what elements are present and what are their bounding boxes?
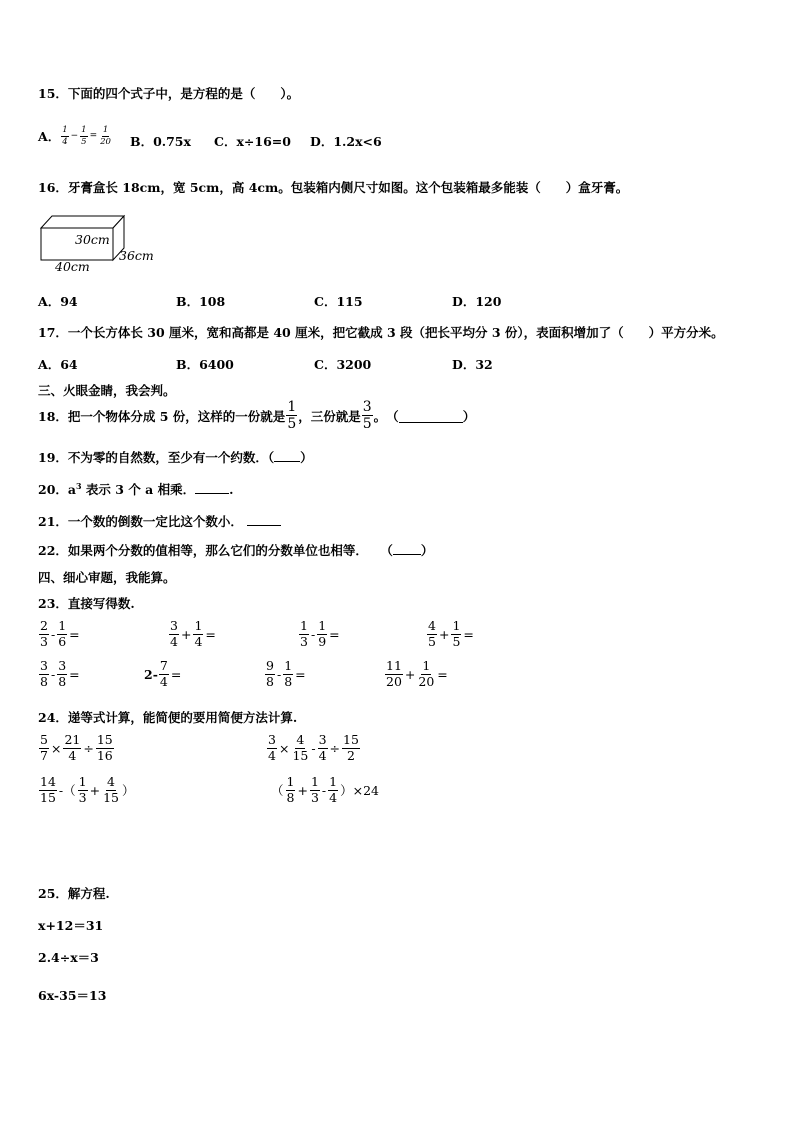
expression: $\frac{4}{5}$ + $\frac{1}{5}$ = xyxy=(428,618,474,649)
question-15-option-a: A． $\frac{1}{4}$ − $\frac{1}{5}$ = $\frac{1}{20}$ xyxy=(38,125,111,147)
expression: $\frac{11}{20}$ + $\frac{1}{20}$ = xyxy=(386,658,448,689)
expression: 2- $\frac{7}{4}$ = xyxy=(144,658,182,689)
expression: $\frac{3}{8}$ - $\frac{3}{8}$ = xyxy=(40,658,80,689)
question-17-option-c: C．3200 xyxy=(314,357,372,372)
question-18: 18．把一个物体分成 5 份，这样的一份就是 $\frac{1}{5}$ ，三份就是 $\frac{3}{5}$ 。 （ ） xyxy=(38,399,476,432)
box-length-label: 40cm xyxy=(55,259,90,274)
expression: （ $\frac{1}{8}$ + $\frac{1}{3}$ - $\frac{1}{4}$ ）×24 xyxy=(271,774,379,805)
expression: $\frac{3}{4}$ × $\frac{4}{15}$ - $\frac{3}{4}$ ÷ $\frac{15}{2}$ xyxy=(268,732,359,763)
answer-blank[interactable] xyxy=(195,481,229,494)
question-19: 19．不为零的自然数，至少有一个约数．（ ） xyxy=(38,450,313,465)
answer-blank[interactable] xyxy=(399,408,463,423)
question-15-text: 15．下面的四个式子中，是方程的是（ ）。 xyxy=(38,86,300,101)
expression: $\frac{1}{3}$ - $\frac{1}{9}$ = xyxy=(300,618,340,649)
answer-blank[interactable] xyxy=(274,449,300,462)
expression: $\frac{2}{3}$ - $\frac{1}{6}$ = xyxy=(40,618,80,649)
question-17-option-b: B．6400 xyxy=(176,357,234,372)
fraction: $\frac{1}{4}$ xyxy=(62,125,68,147)
equation-1: x+12＝31 xyxy=(38,918,104,933)
fraction: $\frac{1}{20}$ xyxy=(100,125,111,147)
question-16-option-d: D．120 xyxy=(452,294,502,309)
box-width-label: 36cm xyxy=(119,248,154,263)
answer-blank[interactable] xyxy=(393,542,421,555)
question-15-option-c: C．x÷16=0 xyxy=(214,134,291,149)
fraction: $\frac{1}{5}$ xyxy=(287,399,297,432)
question-17-option-a: A．64 xyxy=(38,357,78,372)
expression: $\frac{14}{15}$ -（ $\frac{1}{3}$ + $\frac{4}{15}$ ） xyxy=(40,774,135,805)
fraction: $\frac{1}{5}$ xyxy=(81,125,87,147)
section-3-heading: 三、火眼金睛，我会判。 xyxy=(38,383,176,398)
expression: $\frac{5}{7}$ × $\frac{21}{4}$ ÷ $\frac{15}{16}$ xyxy=(40,732,113,763)
fraction: $\frac{3}{5}$ xyxy=(362,399,372,432)
answer-blank[interactable] xyxy=(247,513,281,526)
expression: $\frac{3}{4}$ + $\frac{1}{4}$ = xyxy=(170,618,216,649)
expression: $\frac{9}{8}$ - $\frac{1}{8}$ = xyxy=(266,658,306,689)
question-25-title: 25．解方程. xyxy=(38,886,110,901)
question-16-option-a: A．94 xyxy=(38,294,78,309)
question-16-option-b: B．108 xyxy=(176,294,226,309)
question-21: 21．一个数的倒数一定比这个数小． xyxy=(38,512,281,530)
question-17-text: 17．一个长方体长 30 厘米，宽和高都是 40 厘米，把它截成 3 段（把长平均分 3 份），表面积增加了（ ）平方分米。 xyxy=(38,325,724,340)
section-4-heading: 四、细心审题，我能算。 xyxy=(38,570,176,585)
question-24-title: 24．递等式计算，能简便的要用简便方法计算. xyxy=(38,710,298,725)
equation-2: 2.4÷x＝3 xyxy=(38,950,99,965)
question-23-title: 23．直接写得数. xyxy=(38,596,135,611)
question-15-option-b: B．0.75x xyxy=(130,134,191,149)
box-height-label: 30cm xyxy=(75,232,110,247)
question-17-option-d: D．32 xyxy=(452,357,493,372)
question-15-option-d: D．1.2x<6 xyxy=(310,134,382,149)
question-16-text: 16．牙膏盒长 18cm，宽 5cm，高 4cm。包装箱内侧尺寸如图。这个包装箱最多能装（ ）盒牙膏。 xyxy=(38,180,629,195)
question-22: 22．如果两个分数的值相等，那么它们的分数单位也相等． （ ） xyxy=(38,543,434,558)
question-20: 20．$a^3$ 表示 3 个 a 相乘． . xyxy=(38,480,234,497)
equation-3: 6x-35＝13 xyxy=(38,988,107,1003)
question-16-option-c: C．115 xyxy=(314,294,363,309)
